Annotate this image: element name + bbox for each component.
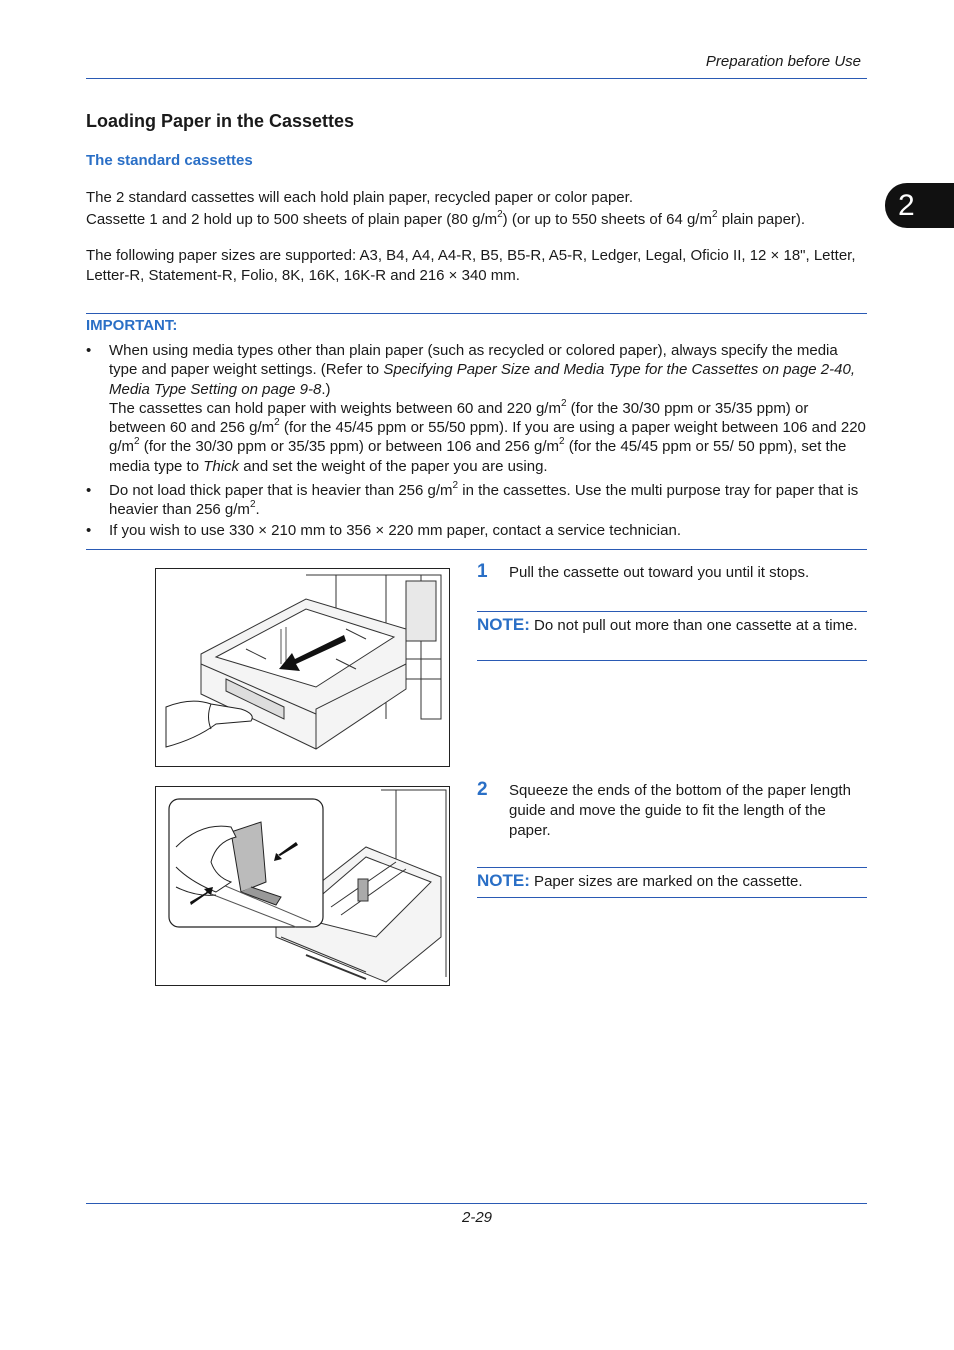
important-bullet-2: • Do not load thick paper that is heavier than 256 $g/m^2$ in the cassettes. Use the multi purpose tray for paper that is heavier than 256 $g/m^2$. [86,480,859,519]
important-bottom-rule [86,549,867,550]
step-2-number: 2 [477,779,488,800]
note-text: Paper sizes are marked on the cassette. [529,873,803,890]
length-guide-illustration [155,786,450,986]
cross-reference-link[interactable]: Specifying Paper Size and Media Type for the Cassettes on page 2-40 [383,361,851,379]
note-text: Do not pull out more than one cassette at a time. [529,617,858,634]
intro-paragraph [86,188,876,230]
footer-rule [86,1203,867,1204]
header-rule [86,78,867,79]
step-2-text: Squeeze the ends of the bottom of the paper length guide and move the guide to fit the length of the paper. [509,782,851,839]
chapter-tab: 2 [885,183,954,228]
important-top-rule [86,313,867,314]
supported-sizes-paragraph: The following paper sizes are supported: A3, B4, A4, A4-R, B5, B5-R, A5-R, Ledger, Legal, Oficio II, 12 × 18", Letter, Letter-R, Statement-R, Folio, 8K, 16K, 16K-R and 216 × 340 mm. [86,247,856,284]
important-label: IMPORTANT: [86,317,178,334]
cassette-pull-illustration [155,568,450,767]
length-guide-drawing [156,787,448,984]
page-number: 2-29 [461,1209,493,1226]
header-section-name: Preparation before Use [705,53,861,70]
bullet-marker: • [86,522,92,539]
bullet-marker: • [86,482,92,499]
cross-reference-link[interactable]: Media Type Setting on page 9-8 [109,380,322,398]
step-1-note [477,611,867,661]
important-bullet-3: • If you wish to use 330 × 210 mm to 356 × 220 mm paper, contact a service technician. [86,522,681,539]
bullet-marker: • [86,342,92,359]
note-label: NOTE: [477,871,530,890]
step-1-text: Pull the cassette out toward you until it stops. [509,564,810,581]
intro-line-1: The 2 standard cassettes will each hold plain paper, recycled paper or color paper. [86,189,633,206]
note-label: NOTE: [477,615,530,634]
cassette-pull-drawing [156,569,448,765]
subsection-title: The standard cassettes [86,152,253,169]
step-2-note [477,867,867,898]
intro-line-2: Cassette 1 and 2 hold up to 500 sheets of plain paper (80 $g/m^2$) (or up to 550 sheets of 64 $g/m^2$ plain paper). [86,209,806,228]
important-bullet-1: • When using media types other than plain paper (such as recycled or colored paper), always specify the media type and paper weight settings. (Refer to Specifying Paper Size and Media Type for the Cassettes on page 2-40, Media Type Setting on page 9-8.) The cassettes can hold paper with weights between 60 and 220 $g/m^2$ (for the 30/30 ppm or 35/35 ppm) or between 60 and 256 $g/m^2$ (for the 45/45 ppm or 55/50 ppm). If you are using a paper weight between 106 and 220 $g/m^2$ (for the 30/30 ppm or 35/35 ppm) or between 106 and 256 $g/m^2$ (for the 45/45 ppm or 55/ 50 ppm), set the media type to Thick and set the weight of the paper you are using. [86,342,866,475]
page-title: Loading Paper in the Cassettes [86,111,355,131]
step-1-number: 1 [477,561,488,582]
